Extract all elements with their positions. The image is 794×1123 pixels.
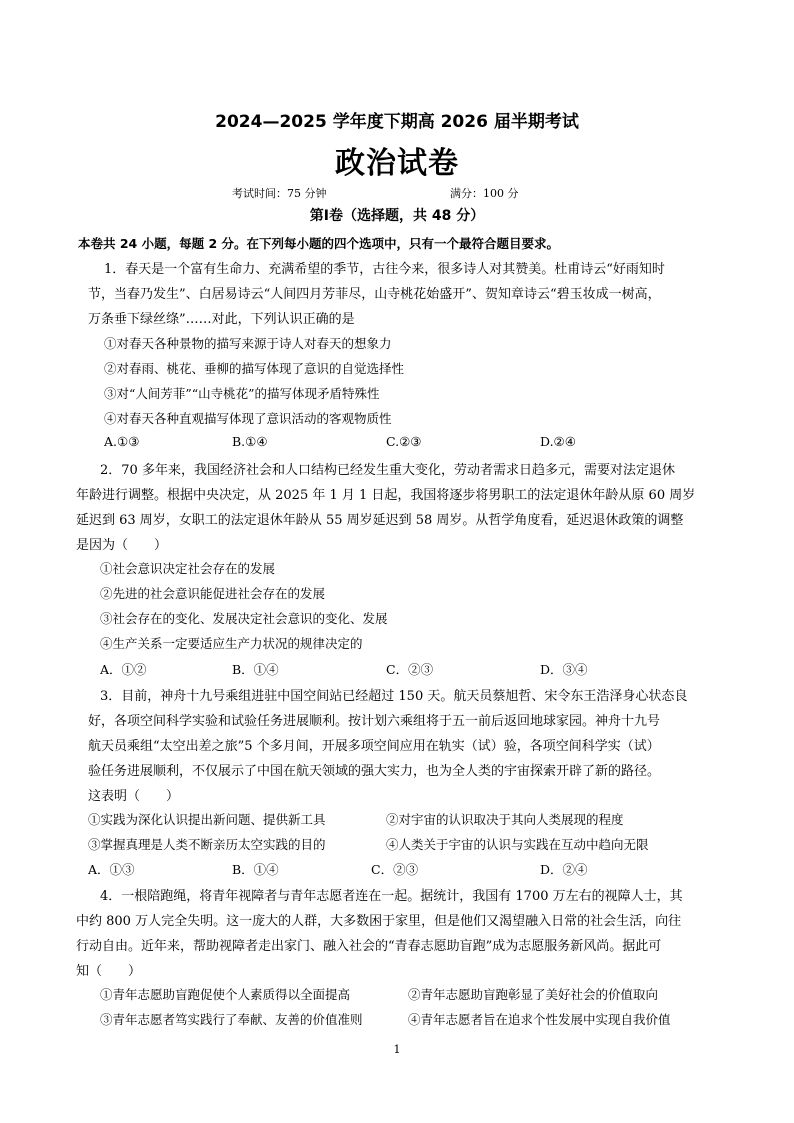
question-1-line-3: 万条垂下绿丝绦”……对此，下列认识正确的是: [88, 312, 355, 327]
question-4-line-3: 行动自由。近年来，帮助视障者走出家门、融入社会的“青春志愿助盲跑”成为志愿服务新风尚。据此可: [76, 939, 662, 954]
question-2-line-4: 是因为（ ）: [76, 538, 168, 553]
q1-choice-d: D.②④: [540, 434, 576, 449]
q3-statement-1: ①实践为深化认识提出新问题、提供新工具: [88, 812, 326, 827]
q4-statement-3: ③青年志愿者笃实践行了奉献、友善的价值准则: [100, 1012, 363, 1027]
q2-statement-2: ②先进的社会意识能促进社会存在的发展: [100, 586, 326, 601]
q1-statement-3: ③对“人间芳菲”“山寺桃花”的描写体现矛盾特殊性: [104, 386, 380, 401]
question-4-line-4: 知（ ）: [76, 964, 142, 979]
q2-statement-3: ③社会存在的变化、发展决定社会意识的变化、发展: [100, 611, 388, 626]
q3-statement-4: ④人类关于宇宙的认识与实践在互动中趋向无限: [386, 837, 649, 852]
q4-statement-4: ④青年志愿者旨在追求个性发展中实现自我价值: [408, 1012, 671, 1027]
question-4-line-2: 中约 800 万人完全失明。这一庞大的人群，大多数困于家里，但是他们又渴望融入日常的社会生活，向往: [76, 914, 682, 929]
q3-choice-a: A．①③: [88, 862, 135, 877]
q1-statement-1: ①对春天各种景物的描写来源于诗人对春天的想象力: [104, 336, 392, 351]
question-3-line-4: 验任务进展顺利，不仅展示了中国在航天领域的强大实力，也为全人类的宇宙探索开辟了新的路径。: [88, 764, 661, 779]
q2-choice-c: C．②③: [386, 662, 434, 677]
full-score: 满分：100 分: [450, 187, 519, 200]
q3-choice-c: C．②③: [371, 862, 419, 877]
q3-statement-3: ③掌握真理是人类不断亲历太空实践的目的: [88, 837, 326, 852]
q4-statement-1: ①青年志愿助盲跑促使个人素质得以全面提高: [100, 987, 351, 1002]
q2-statement-1: ①社会意识决定社会存在的发展: [100, 561, 276, 576]
q1-statement-4: ④对春天各种直观描写体现了意识活动的客观物质性: [104, 411, 392, 426]
subject-title: 政治试卷: [335, 146, 459, 181]
exam-time: 考试时间：75 分钟: [232, 187, 327, 200]
question-2-line-3: 延迟到 63 周岁，女职工的法定退休年龄从 55 周岁延迟到 58 周岁。从哲学角度看，延迟退休政策的调整: [76, 513, 684, 528]
q1-choice-c: C.②③: [386, 434, 422, 449]
q1-statement-2: ②对春雨、桃花、垂柳的描写体现了意识的自觉选择性: [104, 361, 405, 376]
section-title: 第Ⅰ卷（选择题，共 48 分）: [309, 208, 485, 224]
question-3-line-2: 好，各项空间科学实验和试验任务进展顺利。按计划六乘组将于五一前后返回地球家园。神舟十九号: [88, 714, 661, 729]
q4-statement-2: ②青年志愿助盲跑彰显了美好社会的价值取向: [408, 987, 659, 1002]
question-2-line-1: 2．70 多年来，我国经济社会和人口结构已经发生重大变化，劳动者需求日趋多元，需要对法定退休: [100, 463, 675, 478]
question-3-line-5: 这表明（ ）: [88, 789, 180, 804]
q2-choice-b: B．①④: [232, 662, 279, 677]
exam-title: 2024—2025 学年度下期高 2026 届半期考试: [215, 112, 579, 132]
q2-choice-a: A．①②: [100, 662, 147, 677]
question-2-line-2: 年龄进行调整。根据中央决定，从 2025 年 1 月 1 日起，我国将逐步将男职工的法定退休年龄从原 60 周岁: [76, 488, 696, 503]
q1-choice-a: A.①③: [104, 434, 140, 449]
question-4-line-1: 4．一根陪跑绳，将青年视障者与青年志愿者连在一起。据统计，我国有 1700 万左右的视障人士，其: [100, 889, 683, 904]
section-instruction: 本卷共 24 小题，每题 2 分。在下列每小题的四个选项中，只有一个最符合题目要求。: [78, 236, 560, 251]
question-3-line-1: 3．目前，神舟十九号乘组进驻中国空间站已经超过 150 天。航天员蔡旭哲、宋令东王浩泽身心状态良: [100, 689, 688, 704]
q3-choice-d: D．②④: [540, 862, 588, 877]
question-1-line-2: 节，当春乃发生”、白居易诗云“人间四月芳菲尽，山寺桃花始盛开”、贺知章诗云“碧玉妆成一树高，: [88, 287, 661, 302]
page-number: 1: [393, 1043, 401, 1056]
q1-choice-b: B.①④: [232, 434, 268, 449]
question-3-line-3: 航天员乘组“太空出差之旅”5 个多月间，开展多项空间应用在轨实（试）验，各项空间科学实（试）: [88, 739, 660, 754]
question-1-line-1: 1．春天是一个富有生命力、充满希望的季节，古往今来，很多诗人对其赞美。杜甫诗云“好雨知时: [104, 262, 665, 277]
q2-choice-d: D．③④: [540, 662, 588, 677]
q3-choice-b: B．①④: [232, 862, 279, 877]
q2-statement-4: ④生产关系一定要适应生产力状况的规律决定的: [100, 636, 363, 651]
q3-statement-2: ②对宇宙的认识取决于其向人类展现的程度: [386, 812, 624, 827]
